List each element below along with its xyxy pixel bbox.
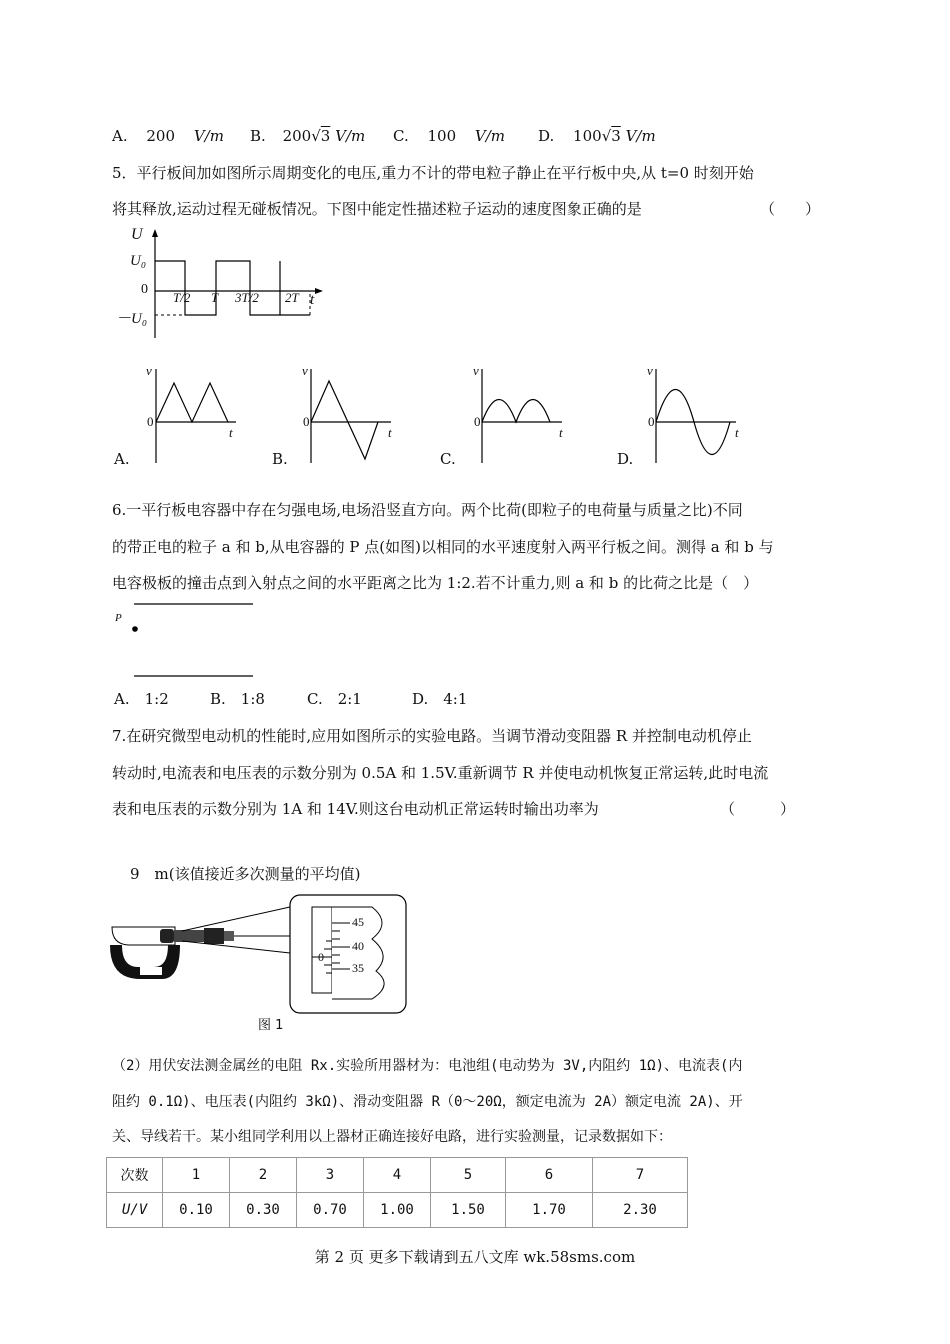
table-row (107, 1193, 688, 1228)
q4-option-d-value: 100 (573, 127, 602, 145)
part2-line-1: （2）用伏安法测金属丝的电阻 Rx.实验所用器材为：电池组(电动势为 3V,内阻约 1Ω)、电流表(内 (112, 1058, 743, 1074)
micrometer-sleeve (174, 930, 204, 942)
option-a-label: A. (114, 450, 130, 468)
option-c-label: C. (440, 450, 456, 468)
u0-label: U₀ (130, 253, 147, 269)
micrometer-lock (160, 929, 174, 943)
q4-option-a-label: A. (112, 127, 128, 145)
square-wave (155, 261, 280, 315)
q4-option-c-unit: V/m (474, 127, 506, 145)
q4-option-c-label: C. (393, 127, 409, 145)
q6-option-d: D. 4:1 (412, 690, 468, 708)
q7-paren: （ ） (720, 800, 796, 818)
q4-option-b-value: 200 (282, 127, 312, 145)
option-c-v-label: v (473, 363, 479, 378)
zoom-line-bottom (182, 941, 290, 953)
page-footer: 第 2 页 更多下载请到五八文库 wk.58sms.com (314, 1248, 636, 1266)
sleeve-zero: 0 (318, 950, 324, 964)
table-cell: 次数 (107, 1158, 163, 1193)
table-cell: 2 (230, 1158, 297, 1193)
option-d-v-label: v (647, 363, 653, 378)
point-p-dot (132, 626, 138, 632)
q4-option-b-root: 3 (320, 127, 331, 145)
figure-caption: 图 1 (258, 1018, 284, 1033)
q5-line-1: 5．平行板间加如图所示周期变化的电压,重力不计的带电粒子静止在平行板中央,从 t=0 时刻开始 (112, 164, 754, 182)
capacitor-diagram (110, 600, 260, 680)
q4-option-d-unit: V/m (625, 127, 656, 145)
sqrt-icon: √ (601, 127, 612, 145)
scale-45: 45 (352, 915, 364, 929)
tick-2t: 2T (285, 290, 299, 305)
micrometer-thimble (204, 928, 224, 944)
q4-options (112, 127, 224, 145)
q4-option-b-unit: V/m (335, 127, 366, 145)
option-d-label: D. (617, 450, 634, 468)
option-b-graph (295, 365, 395, 465)
option-a-v-label: v (146, 363, 152, 378)
q7-line-2: 转动时,电流表和电压表的示数分别为 0.5A 和 1.5V.重新调节 R 并使电动机恢复正常运转,此时电流 (112, 764, 769, 782)
table-cell: 0.30 (230, 1193, 297, 1228)
option-b-v-label: v (302, 363, 308, 378)
q7-line-1: 7.在研究微型电动机的性能时,应用如图所示的实验电路。当调节滑动变阻器 R 并控制电动机停止 (112, 727, 752, 745)
table-cell: 1 (163, 1158, 230, 1193)
part2-line-3: 关、导线若干。某小组同学利用以上器材正确连接好电路，进行实验测量，记录数据如下： (112, 1129, 672, 1145)
q6-line-2: 的带正电的粒子 a 和 b,从电容器的 P 点(如图)以相同的水平速度射入两平行板之间。测得 a 和 b 与 (112, 538, 774, 556)
scale-40: 40 (352, 939, 364, 953)
q6-option-a: A. 1:2 (114, 690, 169, 708)
table-cell: 1.70 (506, 1193, 593, 1228)
table-cell: 3 (297, 1158, 364, 1193)
zero-label: 0 (141, 282, 148, 297)
q4-option-b-label: B. (250, 127, 266, 145)
option-d-zero: 0 (648, 414, 655, 429)
option-a-graph (140, 365, 240, 465)
option-b-label: B. (272, 450, 288, 468)
table-cell: 5 (431, 1158, 506, 1193)
q6-option-c: C. 2:1 (307, 690, 362, 708)
q7-line-3: 表和电压表的示数分别为 1A 和 14V.则这台电动机正常运转时输出功率为 (112, 800, 599, 818)
scale-35: 35 (352, 961, 364, 975)
q5-paren: （ ） (760, 200, 821, 218)
table-cell: 2.30 (593, 1193, 688, 1228)
arch-wave (482, 400, 550, 423)
table-cell: 7 (593, 1158, 688, 1193)
option-c-graph (466, 365, 566, 465)
option-c-t-label: t (559, 425, 563, 440)
table-cell: 0.70 (297, 1193, 364, 1228)
u-axis-arrow-icon (152, 229, 158, 237)
q4-option-a-value: 200 (146, 127, 176, 145)
micrometer-ratchet (224, 931, 234, 941)
option-a-zero: 0 (147, 414, 154, 429)
table-header-row (107, 1158, 688, 1193)
t-axis-label: t (310, 292, 315, 308)
q6-line-3: 电容极板的撞击点到入射点之间的水平距离之比为 1:2.若不计重力,则 a 和 b 的比荷之比是（ ） (112, 574, 759, 592)
neg-u0-label: －U₀ (116, 311, 148, 327)
table-cell: 1.50 (431, 1193, 506, 1228)
point-p-label: P (115, 612, 122, 624)
tick-t: T (211, 290, 219, 305)
data-table (106, 1157, 688, 1228)
option-b-zero: 0 (303, 414, 310, 429)
q6-line-1: 6.一平行板电容器中存在匀强电场,电场沿竖直方向。两个比荷(即粒子的电荷量与质量之比)不同 (112, 501, 743, 519)
option-a-t-label: t (229, 425, 233, 440)
triangle-wave (156, 383, 228, 422)
u-axis-label: U (131, 226, 143, 243)
q5-line-2: 将其释放,运动过程无碰板情况。下图中能定性描述粒子运动的速度图象正确的是 (112, 200, 642, 218)
zoom-line-top (182, 907, 290, 931)
table-cell: 4 (364, 1158, 431, 1193)
t-axis-arrow-icon (315, 288, 323, 294)
table-cell: U/V (107, 1193, 163, 1228)
q4-option-d-label: D. (538, 127, 555, 145)
table-cell: 1.00 (364, 1193, 431, 1228)
option-d-graph (640, 365, 740, 465)
micrometer-frame-label (140, 967, 162, 975)
option-d-t-label: t (735, 425, 739, 440)
q4-option-d-root: 3 (611, 127, 621, 145)
micrometer-note: 9 m(该值接近多次测量的平均值) (130, 865, 361, 883)
option-c-zero: 0 (474, 414, 481, 429)
q4-option-b (250, 127, 365, 145)
q4-option-c (393, 127, 505, 145)
zigzag-wave (311, 381, 378, 459)
tick-3t-half: 3T/2 (235, 290, 259, 305)
tick-t-half: T/2 (173, 290, 191, 305)
table-cell: 6 (506, 1158, 593, 1193)
q4-option-a-unit: V/m (193, 127, 224, 145)
table-cell: 0.10 (163, 1193, 230, 1228)
micrometer-figure (110, 893, 410, 1023)
part2-line-2: 阻约 0.1Ω)、电压表(内阻约 3kΩ)、滑动变阻器 R（0～20Ω，额定电流为 2A）额定电流 2A)、开 (112, 1094, 743, 1110)
q6-option-b: B. 1:8 (210, 690, 265, 708)
q4-option-d (538, 127, 656, 145)
sqrt-icon: √ (311, 127, 321, 145)
option-b-t-label: t (388, 425, 392, 440)
q4-option-c-value: 100 (427, 127, 457, 145)
